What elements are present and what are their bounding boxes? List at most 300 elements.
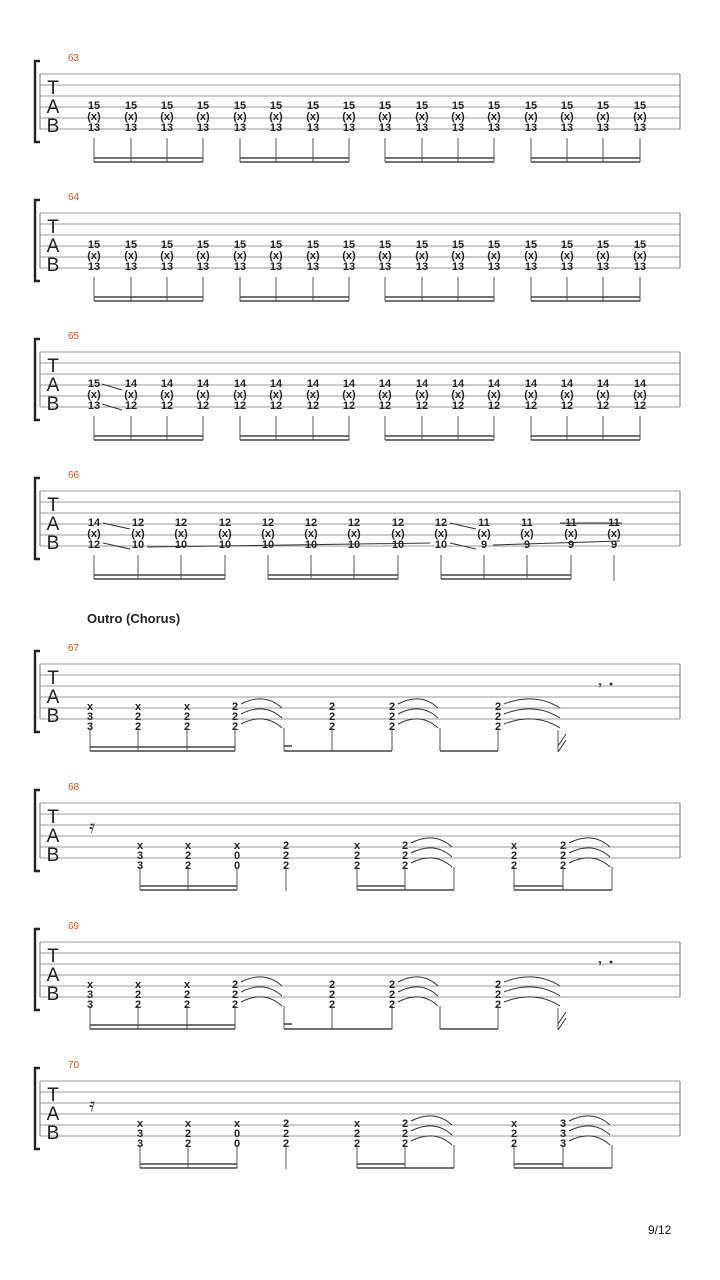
fret-number: 15	[124, 239, 138, 251]
fret-number: (x)	[160, 389, 174, 401]
tie-arc	[504, 709, 560, 718]
sixteenth-rest: 𝄿	[89, 1095, 95, 1116]
fret-number: 2	[353, 1128, 361, 1140]
fret-number: (x)	[560, 389, 574, 401]
measure-number: 68	[68, 782, 80, 793]
fret-number: (x)	[87, 111, 101, 123]
tab-system	[35, 1060, 680, 1169]
tie-arc	[504, 977, 560, 986]
fret-number: 13	[560, 261, 574, 273]
fret-number: (x)	[487, 111, 501, 123]
fret-number: (x)	[233, 250, 247, 262]
fret-number: 2	[282, 1128, 290, 1140]
fret-number: x	[134, 701, 142, 713]
fret-number: 0	[233, 1138, 241, 1150]
tab-system	[35, 921, 680, 1030]
fret-number: 2	[183, 711, 191, 723]
fret-number: 13	[87, 261, 101, 273]
system-bracket	[35, 651, 40, 732]
tab-system	[35, 470, 680, 581]
fret-number: (x)	[378, 250, 392, 262]
fret-number: 2	[510, 860, 518, 872]
fret-number: 15	[415, 239, 429, 251]
fret-number: 3	[136, 860, 144, 872]
fret-number: 3	[86, 721, 94, 733]
fret-number: 2	[353, 860, 361, 872]
fret-number: 2	[559, 860, 567, 872]
system-bracket	[35, 200, 40, 281]
fret-number: x	[510, 840, 518, 852]
fret-number: 3	[136, 1138, 144, 1150]
fret-number: 0	[233, 860, 241, 872]
fret-number: 3	[559, 1128, 567, 1140]
fret-number: (x)	[378, 111, 392, 123]
fret-number: 10	[304, 539, 318, 551]
fret-number: 14	[524, 378, 538, 390]
system-bracket	[35, 790, 40, 871]
fret-number: 9	[523, 539, 531, 551]
fret-number: 2	[388, 989, 396, 1001]
tab-letter-t: T	[47, 495, 59, 516]
fret-number: (x)	[564, 528, 578, 540]
fret-number: 13	[378, 122, 392, 134]
fret-number: 15	[124, 100, 138, 112]
fret-number: (x)	[306, 111, 320, 123]
tab-letter-b: B	[46, 533, 60, 554]
tab-letter-b: B	[46, 116, 60, 137]
fret-number: x	[86, 979, 94, 991]
fret-number: 14	[342, 378, 356, 390]
tab-system	[35, 643, 680, 752]
fret-number: 12	[451, 400, 465, 412]
fret-number: 2	[388, 701, 396, 713]
fret-number: (x)	[342, 111, 356, 123]
fret-number: 3	[86, 999, 94, 1011]
note-flag	[558, 1012, 566, 1030]
fret-number: 2	[401, 1118, 409, 1130]
tab-letter-a: A	[46, 236, 60, 257]
fret-number: 15	[160, 239, 174, 251]
tab-letter-a: A	[46, 97, 60, 118]
fret-number: 15	[633, 100, 647, 112]
fret-number: 12	[391, 517, 405, 529]
fret-number: (x)	[196, 389, 210, 401]
fret-number: 12	[304, 517, 318, 529]
fret-number: 12	[196, 400, 210, 412]
fret-number: x	[183, 701, 191, 713]
tie-arc	[241, 709, 282, 718]
fret-number: 2	[328, 701, 336, 713]
fret-number: 13	[306, 122, 320, 134]
fret-number: x	[353, 840, 361, 852]
fret-number: 15	[233, 239, 247, 251]
fret-number: 2	[231, 701, 239, 713]
fret-number: 12	[347, 517, 361, 529]
fret-number: 2	[184, 1138, 192, 1150]
fret-number: (x)	[560, 250, 574, 262]
fret-number: 15	[596, 239, 610, 251]
fret-number: 2	[494, 711, 502, 723]
fret-number: x	[86, 701, 94, 713]
fret-number: (x)	[87, 528, 101, 540]
fret-number: 12	[174, 517, 188, 529]
fret-number: 2	[231, 711, 239, 723]
tie-arc	[398, 719, 438, 728]
fret-number: 2	[231, 989, 239, 1001]
tie-arc	[569, 1116, 610, 1125]
tie-arc	[411, 1126, 452, 1135]
fret-number: 14	[560, 378, 574, 390]
tie-arc	[411, 1116, 452, 1125]
fret-number: 15	[560, 239, 574, 251]
fret-number: 15	[487, 239, 501, 251]
fret-number: 11	[565, 517, 577, 529]
fret-number: 10	[174, 539, 188, 551]
fret-number: (x)	[233, 389, 247, 401]
fret-number: (x)	[415, 389, 429, 401]
fret-number: (x)	[269, 111, 283, 123]
fret-number: 13	[306, 261, 320, 273]
fret-number: 11	[521, 517, 533, 529]
fret-number: x	[136, 1118, 144, 1130]
tab-letter-b: B	[46, 706, 60, 727]
tie-arc	[398, 977, 438, 986]
fret-number: 2	[353, 1138, 361, 1150]
fret-number: x	[184, 1118, 192, 1130]
fret-number: x	[134, 979, 142, 991]
fret-number: 15	[87, 378, 101, 390]
fret-number: (x)	[269, 250, 283, 262]
fret-number: 12	[378, 400, 392, 412]
fret-number: 3	[559, 1138, 567, 1150]
fret-number: 10	[434, 539, 448, 551]
tie-arc	[411, 1136, 452, 1145]
note-flag	[558, 734, 566, 752]
fret-number: 2	[328, 989, 336, 1001]
fret-number: 14	[124, 378, 138, 390]
fret-number: 12	[269, 400, 283, 412]
fret-number: 13	[633, 122, 647, 134]
fret-number: x	[233, 840, 241, 852]
fret-number: (x)	[633, 250, 647, 262]
fret-number: 13	[524, 261, 538, 273]
tie-arc	[241, 987, 282, 996]
fret-number: 15	[524, 100, 538, 112]
fret-number: (x)	[218, 528, 232, 540]
fret-number: (x)	[342, 250, 356, 262]
fret-number: 12	[342, 400, 356, 412]
tab-system	[35, 331, 680, 440]
tab-letter-t: T	[47, 807, 59, 828]
system-bracket	[35, 61, 40, 142]
fret-number: 2	[494, 701, 502, 713]
tab-letter-t: T	[47, 356, 59, 377]
fret-number: 3	[86, 989, 94, 1001]
fret-number: (x)	[487, 250, 501, 262]
tie-arc	[398, 699, 438, 708]
fret-number: 13	[269, 261, 283, 273]
fret-number: 2	[388, 721, 396, 733]
fret-number: (x)	[87, 389, 101, 401]
fret-number: 10	[218, 539, 232, 551]
fret-number: 2	[231, 979, 239, 991]
eighth-rest: 𝄾	[598, 958, 602, 970]
fret-number: 2	[401, 1128, 409, 1140]
fret-number: 0	[233, 850, 241, 862]
fret-number: (x)	[596, 389, 610, 401]
fret-number: 13	[160, 122, 174, 134]
fret-number: 2	[328, 711, 336, 723]
fret-number: 12	[306, 400, 320, 412]
fret-number: (x)	[261, 528, 275, 540]
tab-letter-b: B	[46, 255, 60, 276]
tie-arc	[411, 848, 452, 857]
fret-number: 9	[567, 539, 575, 551]
fret-number: 13	[269, 122, 283, 134]
tie-arc	[504, 719, 560, 728]
tie-arc	[569, 1136, 610, 1145]
fret-number: 2	[388, 711, 396, 723]
tab-letter-b: B	[46, 845, 60, 866]
fret-number: 12	[124, 400, 138, 412]
fret-number: (x)	[487, 389, 501, 401]
fret-number: 12	[131, 517, 145, 529]
fret-number: (x)	[378, 389, 392, 401]
fret-number: (x)	[560, 111, 574, 123]
fret-number: 0	[233, 1128, 241, 1140]
measure-number: 70	[68, 1060, 80, 1071]
fret-number: 2	[401, 860, 409, 872]
fret-number: 12	[233, 400, 247, 412]
fret-number: 14	[633, 378, 647, 390]
tab-letter-a: A	[46, 687, 60, 708]
fret-number: (x)	[607, 528, 621, 540]
tie-arc	[241, 977, 282, 986]
fret-number: 2	[231, 999, 239, 1011]
tie-arc	[569, 848, 610, 857]
fret-number: (x)	[477, 528, 491, 540]
fret-number: 14	[196, 378, 210, 390]
tab-letter-t: T	[47, 946, 59, 967]
fret-number: 10	[261, 539, 275, 551]
tie-arc	[398, 709, 438, 718]
fret-number: (x)	[160, 111, 174, 123]
system-bracket	[35, 339, 40, 420]
fret-number: 2	[184, 850, 192, 862]
fret-number: 2	[184, 1128, 192, 1140]
fret-number: 15	[196, 239, 210, 251]
fret-number: (x)	[306, 389, 320, 401]
fret-number: 13	[451, 122, 465, 134]
fret-number: 15	[196, 100, 210, 112]
fret-number: (x)	[304, 528, 318, 540]
fret-number: 13	[87, 122, 101, 134]
fret-number: (x)	[451, 111, 465, 123]
fret-number: 13	[451, 261, 465, 273]
fret-number: 12	[487, 400, 501, 412]
tie-arc	[398, 987, 438, 996]
fret-number: 3	[86, 711, 94, 723]
fret-number: 2	[231, 721, 239, 733]
fret-number: x	[510, 1118, 518, 1130]
fret-number: 2	[353, 850, 361, 862]
fret-number: 12	[524, 400, 538, 412]
tie-arc	[398, 997, 438, 1006]
fret-number: (x)	[596, 111, 610, 123]
tab-letter-t: T	[47, 1085, 59, 1106]
fret-number: 13	[633, 261, 647, 273]
fret-number: 2	[282, 1138, 290, 1150]
tie-arc	[411, 858, 452, 867]
fret-number: 2	[494, 999, 502, 1011]
fret-number: 2	[282, 840, 290, 852]
fret-number: 12	[596, 400, 610, 412]
fret-number: 2	[401, 1138, 409, 1150]
fret-number: 13	[415, 122, 429, 134]
fret-number: (x)	[596, 250, 610, 262]
measure-number: 66	[68, 470, 80, 481]
page-number: 9/12	[648, 1223, 672, 1237]
fret-number: 13	[487, 122, 501, 134]
fret-number: 10	[347, 539, 361, 551]
fret-number: (x)	[524, 389, 538, 401]
tab-letter-t: T	[47, 78, 59, 99]
fret-number: 11	[478, 517, 490, 529]
fret-number: 15	[633, 239, 647, 251]
fret-number: 15	[415, 100, 429, 112]
fret-number: x	[233, 1118, 241, 1130]
fret-number: 14	[160, 378, 174, 390]
fret-number: 2	[184, 860, 192, 872]
fret-number: 13	[124, 122, 138, 134]
fret-number: 15	[87, 239, 101, 251]
fret-number: 12	[633, 400, 647, 412]
fret-number: 13	[87, 400, 101, 412]
fret-number: (x)	[196, 111, 210, 123]
fret-number: x	[183, 979, 191, 991]
fret-number: 12	[560, 400, 574, 412]
fret-number: (x)	[451, 250, 465, 262]
fret-number: (x)	[451, 389, 465, 401]
measure-number: 67	[68, 643, 80, 654]
fret-number: 2	[510, 850, 518, 862]
fret-number: 13	[524, 122, 538, 134]
fret-number: 2	[134, 711, 142, 723]
tab-letter-t: T	[47, 217, 59, 238]
fret-number: (x)	[434, 528, 448, 540]
fret-number: 9	[480, 539, 488, 551]
fret-number: 15	[451, 239, 465, 251]
fret-number: (x)	[160, 250, 174, 262]
fret-number: 2	[282, 1118, 290, 1130]
fret-number: 15	[596, 100, 610, 112]
fret-number: x	[353, 1118, 361, 1130]
tab-system	[35, 782, 680, 891]
fret-number: (x)	[196, 250, 210, 262]
tie-arc	[504, 997, 560, 1006]
fret-number: (x)	[347, 528, 361, 540]
fret-number: x	[136, 840, 144, 852]
tab-letter-a: A	[46, 965, 60, 986]
fret-number: 13	[596, 122, 610, 134]
fret-number: 12	[160, 400, 174, 412]
fret-number: 3	[559, 1118, 567, 1130]
measure-number: 69	[68, 921, 80, 932]
fret-number: 15	[269, 100, 283, 112]
tie-arc	[241, 699, 282, 708]
fret-number: 15	[378, 239, 392, 251]
fret-number: 15	[342, 100, 356, 112]
sixteenth-rest: 𝄿	[89, 817, 95, 838]
fret-number: 2	[494, 979, 502, 991]
fret-number: x	[184, 840, 192, 852]
fret-number: 14	[306, 378, 320, 390]
fret-number: (x)	[124, 250, 138, 262]
tie-arc	[569, 1126, 610, 1135]
fret-number: 13	[196, 261, 210, 273]
fret-number: (x)	[342, 389, 356, 401]
fret-number: 12	[434, 517, 448, 529]
system-bracket	[35, 1068, 40, 1149]
fret-number: 2	[494, 989, 502, 1001]
fret-number: (x)	[124, 111, 138, 123]
fret-number: 12	[87, 539, 101, 551]
tab-system	[35, 192, 680, 301]
fret-number: 15	[233, 100, 247, 112]
fret-number: (x)	[233, 111, 247, 123]
tie-arc	[241, 719, 282, 728]
fret-number: (x)	[306, 250, 320, 262]
fret-number: 13	[342, 122, 356, 134]
fret-number: 2	[494, 721, 502, 733]
measure-number: 65	[68, 331, 80, 342]
fret-number: (x)	[415, 250, 429, 262]
fret-number: 11	[608, 517, 620, 529]
fret-number: 2	[328, 999, 336, 1011]
fret-number: 12	[218, 517, 232, 529]
fret-number: 10	[131, 539, 145, 551]
fret-number: 13	[560, 122, 574, 134]
tab-system	[35, 53, 680, 162]
slide-mark	[493, 541, 620, 545]
fret-number: 2	[282, 850, 290, 862]
fret-number: (x)	[124, 389, 138, 401]
tab-letter-b: B	[46, 394, 60, 415]
fret-number: 13	[415, 261, 429, 273]
fret-number: 15	[342, 239, 356, 251]
tab-letter-t: T	[47, 668, 59, 689]
tab-letter-b: B	[46, 984, 60, 1005]
fret-number: 15	[524, 239, 538, 251]
fret-number: 15	[269, 239, 283, 251]
system-bracket	[35, 478, 40, 559]
fret-number: 14	[87, 517, 101, 529]
fret-number: (x)	[524, 111, 538, 123]
fret-number: 12	[415, 400, 429, 412]
fret-number: 15	[306, 239, 320, 251]
fret-number: 14	[233, 378, 247, 390]
fret-number: 2	[401, 850, 409, 862]
fret-number: (x)	[415, 111, 429, 123]
fret-number: 2	[134, 721, 142, 733]
dot	[610, 961, 613, 964]
fret-number: (x)	[633, 111, 647, 123]
fret-number: (x)	[87, 250, 101, 262]
measure-number: 63	[68, 53, 80, 64]
fret-number: 14	[451, 378, 465, 390]
fret-number: 14	[487, 378, 501, 390]
fret-number: (x)	[391, 528, 405, 540]
